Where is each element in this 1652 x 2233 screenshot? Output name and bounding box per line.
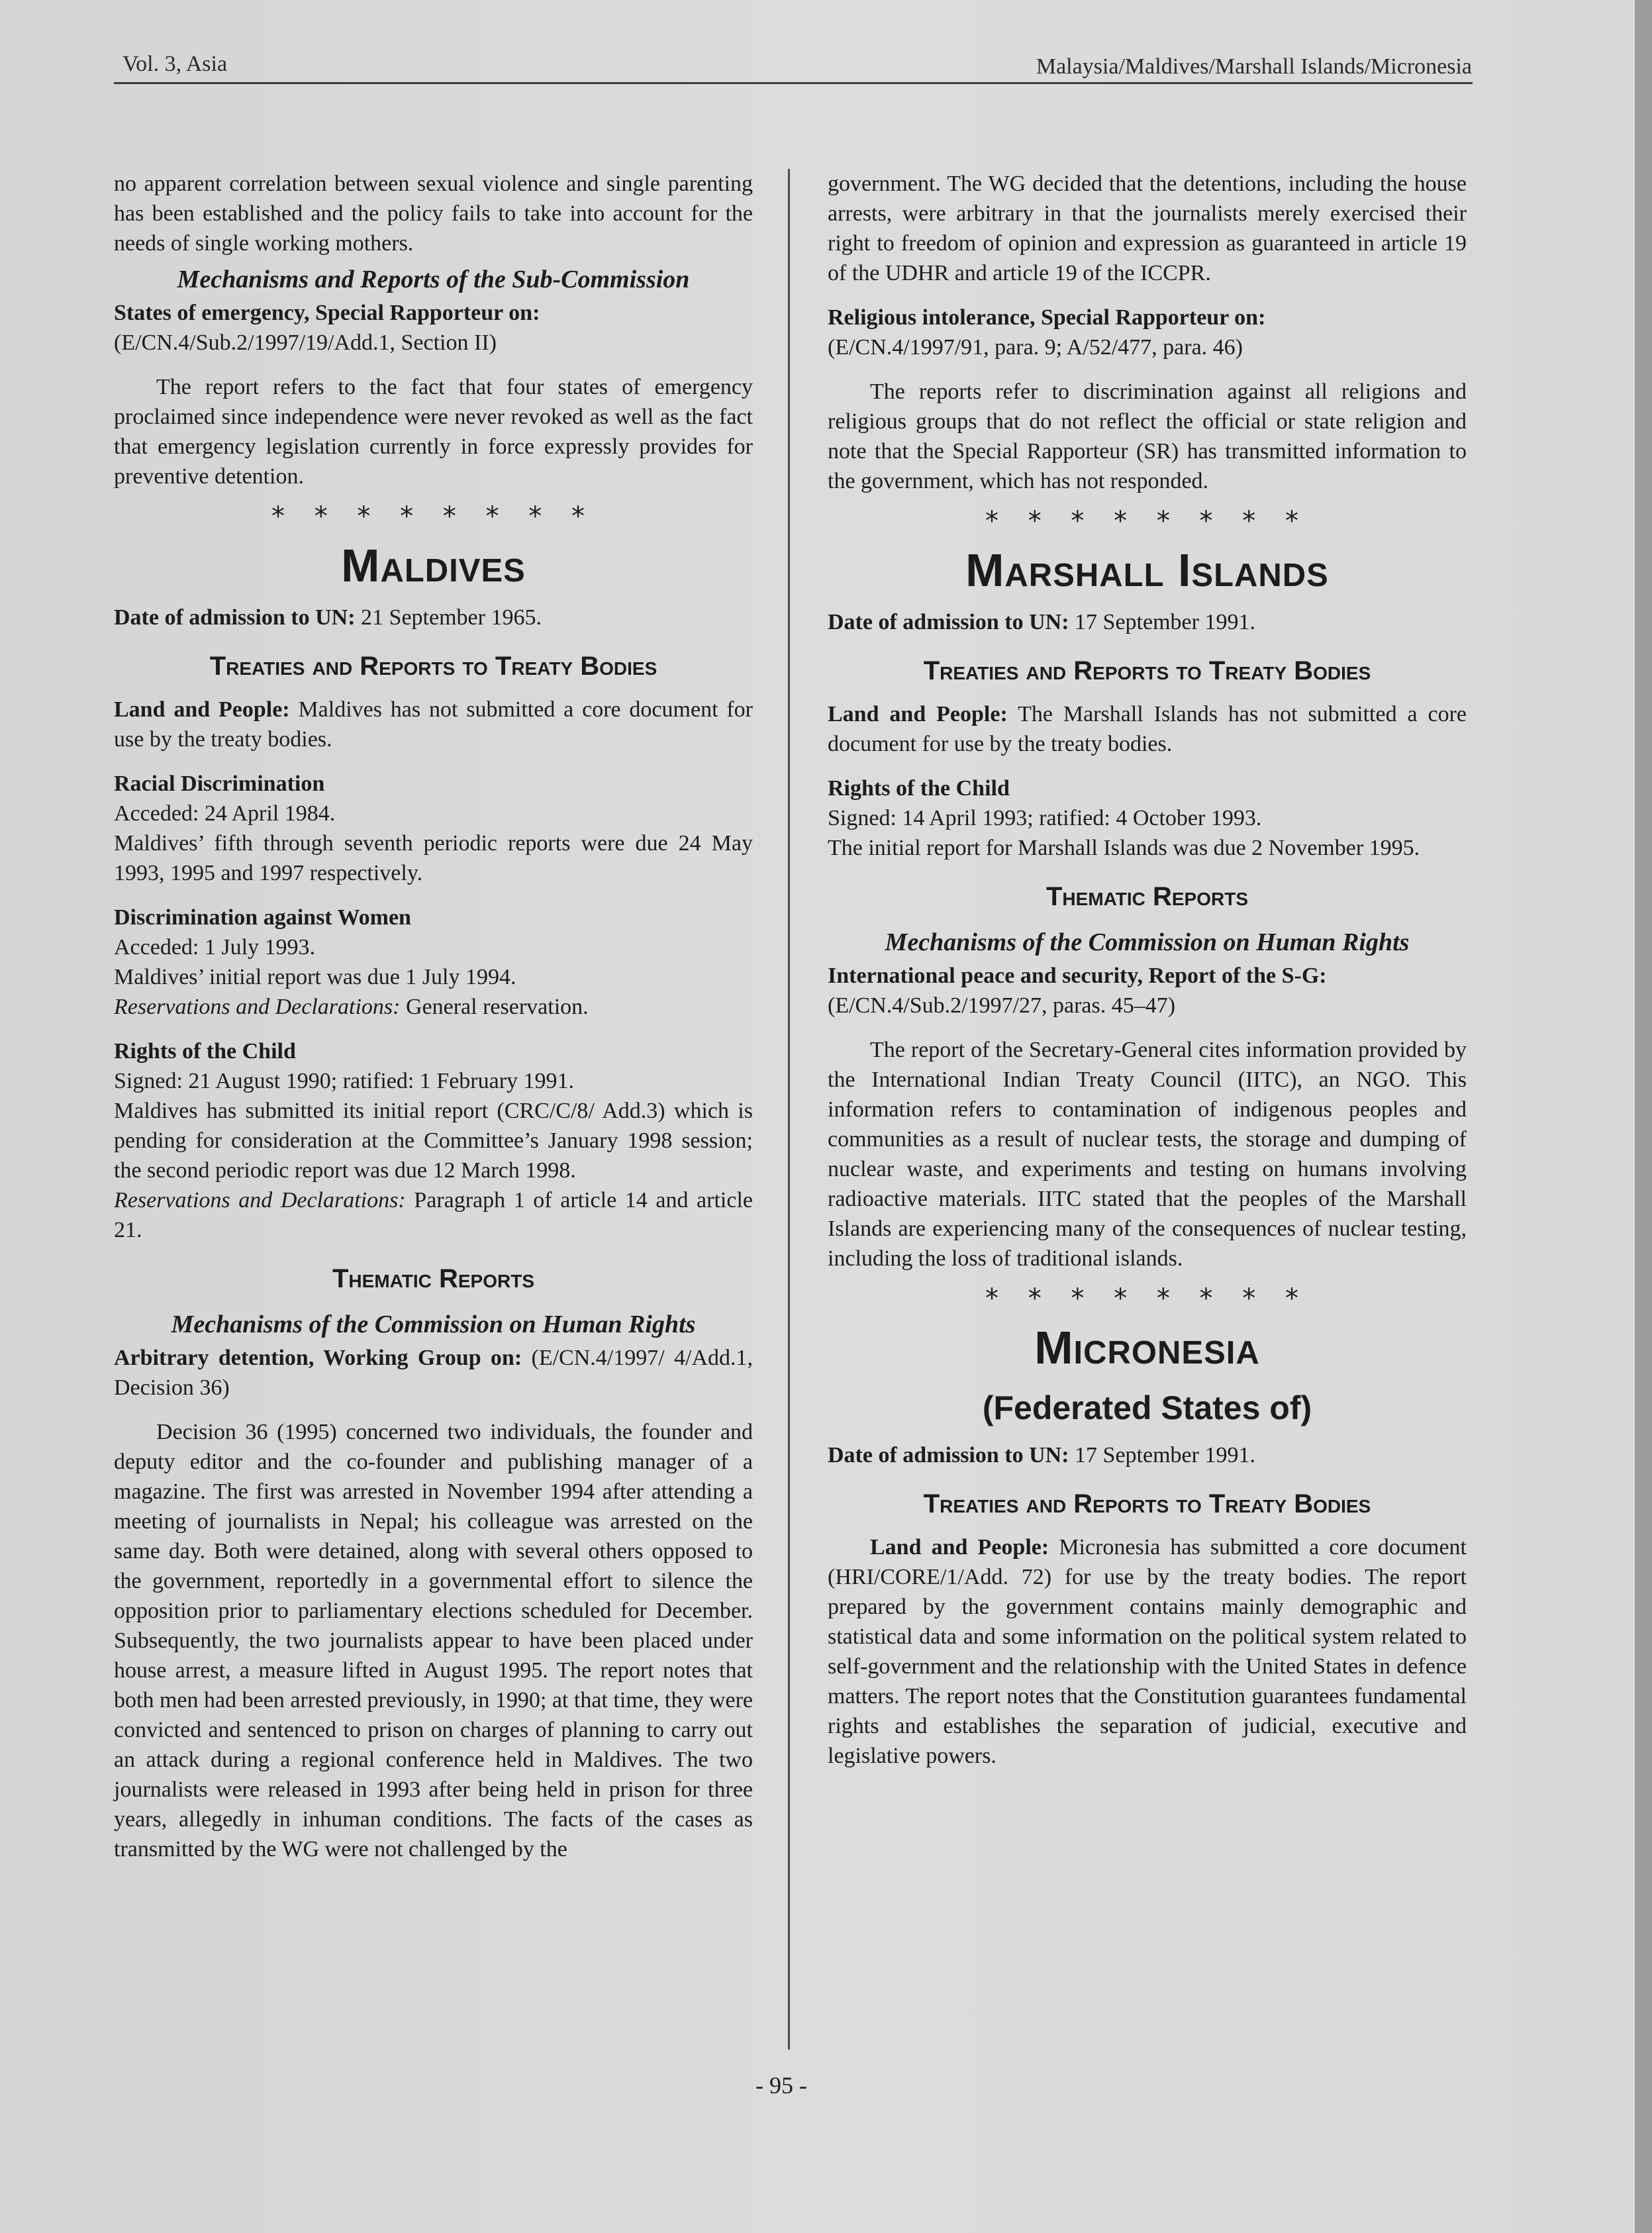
arbitrary-heading-line: [114, 1343, 753, 1403]
religious-heading: Religious intolerance, Special Rapporteur on:: [828, 305, 1266, 330]
section-divider-stars: * * * * * * * *: [985, 506, 1309, 536]
country-title-maldives: Maldives: [341, 540, 526, 591]
right-column: [828, 169, 1467, 1771]
land-people-paragraph: [828, 1532, 1467, 1771]
treaties-heading: Treaties and Reports to Treaty Bodies: [923, 656, 1371, 685]
child-reservations-label: Reservations and Declarations:: [114, 1188, 406, 1213]
racial-reports: Maldives’ fifth through seventh periodic reports were due 24 May 1993, 1995 and 1997 respectively.: [114, 831, 753, 885]
continuation-paragraph: government. The WG decided that the detentions, including the house arrests, were arbitrary in that the journalists merely exercised their right to freedom of opinion and expression as guaranteed in article 19 of the UDHR and article 19 of the ICCPR.: [828, 172, 1467, 285]
child-signed: Signed: 21 August 1990; ratified: 1 February 1991.: [114, 1069, 575, 1093]
racial-heading: Racial Discrimination: [114, 771, 325, 796]
treaties-heading: Treaties and Reports to Treaty Bodies: [923, 1489, 1371, 1518]
arbitrary-reference: (E/CN.4/1997/ 4/Add.1, Decision 36): [114, 1346, 753, 1400]
women-acceded: Acceded: 1 July 1993.: [114, 935, 316, 960]
women-report: Maldives’ initial report was due 1 July 1994.: [114, 965, 516, 989]
child-report: The initial report for Marshall Islands was due 2 November 1995.: [828, 836, 1420, 860]
peace-paragraph: The report of the Secretary-General cites information provided by the International Indian Treaty Council (IITC), an NGO. This information refers to contamination of indigenous peoples and communities as a result of nuclear tests, the storage and dumping of nuclear waste, and experiments and testing on humans involving radioactive materials. IITC stated that the peoples of the Marshall Islands are experiencing many of the consequences of nuclear testing, including the loss of traditional islands.: [828, 1038, 1467, 1271]
admission-label: Date of admission to UN:: [828, 1443, 1069, 1467]
women-reservations-label: Reservations and Declarations:: [114, 995, 401, 1019]
land-people-paragraph: [828, 699, 1467, 759]
header-rule: [114, 82, 1473, 84]
thematic-heading: Thematic Reports: [1045, 882, 1249, 911]
thematic-heading: Thematic Reports: [332, 1264, 535, 1293]
running-header-volume: Vol. 3, Asia: [122, 52, 228, 76]
country-title-marshall-islands: Marshall Islands: [965, 544, 1329, 596]
admission-label: Date of admission to UN:: [828, 610, 1069, 634]
religious-reference: (E/CN.4/1997/91, para. 9; A/52/477, para. 46): [828, 335, 1243, 360]
arbitrary-paragraph: Decision 36 (1995) concerned two individuals, the founder and deputy editor and the co-founder and publishing manager of a magazine. The first was arrested in November 1994 after attending a meeting of journalists in Nepal; his colleague was arrested on the same day. Both were detained, along with several others opposed to the government, reportedly in a governmental effort to silence the opposition prior to parliamentary elections scheduled for December. Subsequently, the two journalists appear to have been placed under house arrest, a measure lifted in August 1995. The report notes that both men had been arrested previously, in 1990; at that time, they were convicted and sentenced to prison on charges of planning to carry out an attack during a regional conference held in Maldives. The two journalists were released in 1993 after being held in prison for three years, allegedly in inhuman conditions. The facts of the cases as transmitted by the WG were not challenged by the: [114, 1420, 753, 1861]
mechanisms-commission-heading: Mechanisms of the Commission on Human Rights: [885, 928, 1410, 956]
land-people-text: Micronesia has submitted a core document (HRI/CORE/1/Add. 72) for use by the treaty bodies. The report prepared by the government contains mainly demographic and statistical data and some information on the political system related to self-government and the relationship with the United States in defence matters. The report notes that the Constitution guarantees fundamental rights and establishes the separation of judicial, executive and legislative powers.: [828, 1535, 1467, 1768]
land-people-text: The Marshall Islands has not submitted a core document for use by the treaty bodies.: [828, 702, 1467, 756]
country-title-micronesia: Micronesia: [1034, 1322, 1260, 1373]
running-header-countries: Malaysia/Maldives/Marshall Islands/Micronesia: [1036, 54, 1472, 79]
child-reservations: [114, 1185, 753, 1245]
admission-date: 17 September 1991.: [1069, 610, 1255, 634]
land-people-label: Land and People:: [828, 702, 1008, 726]
racial-acceded: Acceded: 24 April 1984.: [114, 801, 336, 826]
page-edge-shadow: [1635, 0, 1652, 2233]
women-reservations-text: General reservation.: [400, 995, 589, 1019]
child-signed: Signed: 14 April 1993; ratified: 4 October 1993.: [828, 806, 1262, 830]
child-heading: Rights of the Child: [114, 1039, 296, 1064]
land-people-text: Maldives has not submitted a core document for use by the treaty bodies.: [114, 697, 753, 752]
section-divider-stars: * * * * * * * *: [271, 501, 595, 532]
admission-line: [114, 603, 753, 632]
child-reservations-text: Paragraph 1 of article 14 and article 21.: [114, 1188, 753, 1242]
admission-line: [828, 1440, 1467, 1470]
women-reservations: [114, 992, 753, 1022]
admission-label: Date of admission to UN:: [114, 605, 356, 630]
emergency-reference: (E/CN.4/Sub.2/1997/19/Add.1, Section II): [114, 330, 497, 355]
mechanisms-commission-heading: Mechanisms of the Commission on Human Rights: [171, 1311, 696, 1338]
left-column: [114, 169, 753, 1864]
child-heading: Rights of the Child: [828, 776, 1010, 801]
land-people-label: Land and People:: [114, 697, 290, 722]
treaties-heading: Treaties and Reports to Treaty Bodies: [209, 652, 657, 681]
religious-paragraph: The reports refer to discrimination against all religions and religious groups that do not reflect the official or state religion and note that the Special Rapporteur (SR) has transmitted information to the government, which has not responded.: [828, 379, 1467, 493]
intro-paragraph: no apparent correlation between sexual violence and single parenting has been established and the policy fails to take into account for the needs of single working mothers.: [114, 172, 753, 256]
arbitrary-label: Arbitrary detention, Working Group on:: [114, 1346, 522, 1370]
women-heading: Discrimination against Women: [114, 905, 411, 930]
peace-reference: (E/CN.4/Sub.2/1997/27, paras. 45–47): [828, 993, 1176, 1018]
admission-line: [828, 607, 1467, 637]
admission-date: 21 September 1965.: [355, 605, 542, 630]
column-divider: [788, 169, 790, 2050]
section-divider-stars: * * * * * * * *: [985, 1283, 1309, 1314]
peace-heading: International peace and security, Report of the S-G:: [828, 964, 1327, 988]
emergency-paragraph: The report refers to the fact that four states of emergency proclaimed since independence were never revoked as well as the fact that emergency legislation currently in force expressly provides for preventive detention.: [114, 375, 753, 489]
emergency-heading: States of emergency, Special Rapporteur on:: [114, 301, 540, 325]
page-number: - 95 -: [755, 2072, 807, 2099]
admission-date: 17 September 1991.: [1069, 1443, 1255, 1467]
child-report: Maldives has submitted its initial report (CRC/C/8/ Add.3) which is pending for consideration at the Committee’s January 1998 session; the second periodic report was due 12 March 1998.: [114, 1099, 753, 1183]
land-people-paragraph: [114, 695, 753, 754]
country-subtitle: (Federated States of): [982, 1389, 1312, 1426]
mechanisms-subcommission-heading: Mechanisms and Reports of the Sub-Commission: [177, 266, 690, 293]
land-people-label: Land and People:: [870, 1535, 1049, 1560]
